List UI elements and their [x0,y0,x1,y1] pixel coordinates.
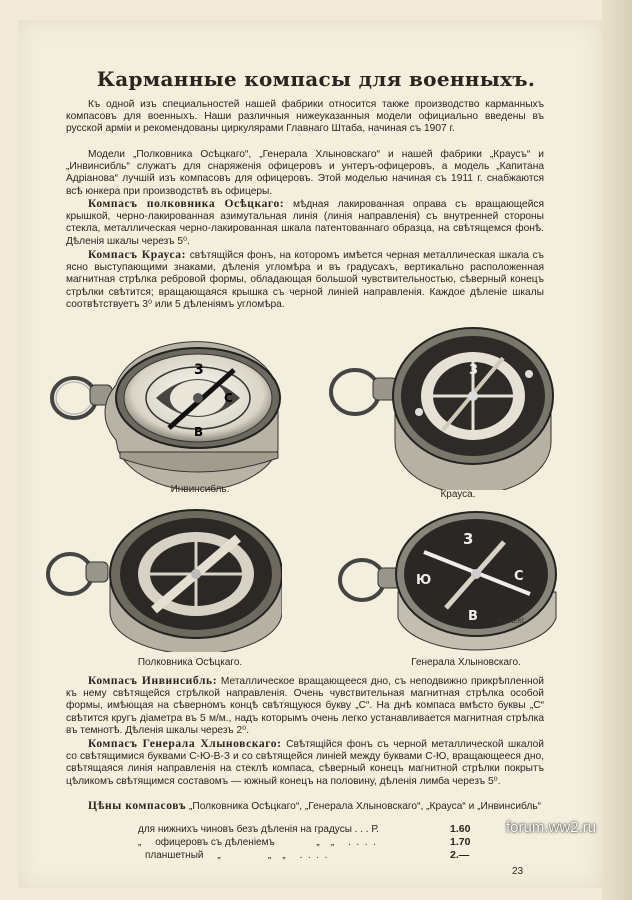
page-number: 23 [512,866,524,877]
svg-text:C: C [514,569,524,584]
compass-invincible-illustration [44,340,284,490]
caption-khlynovsky: Генерала Хлыновскаго. [411,657,521,668]
section-invincible-name: Компасъ Инвинсибль: [88,675,218,687]
section-kraus-name: Компасъ Крауса: [88,249,187,261]
compass-kraus-illustration [315,312,560,490]
section-osetsky-name: Компасъ полковника Осѣцкаго: [88,198,285,210]
svg-text:C: C [224,391,233,405]
price-heading-label: Цѣны компасовъ [88,800,187,812]
price-row-value-2: 1.70 [450,836,471,848]
page-edge [602,0,632,900]
section-khlynovsky-text: Свѣтящійся фонъ съ черной металлической шкалой со свѣтящимися буквами С-Ю-В-З и со свѣтящейся линіей между буквами С-Ю, вращающееся дно, свѣтящаяся линія направленія на стеклѣ компаса, сѣверный конецъ магнитной стрѣлки покрытъ цѣликомъ свѣтящимся составомъ — южный конецъ на половину, дѣленія лимба черезъ 5⁰. [66,739,544,787]
price-row-label-2: „ офицеровъ съ дѣленіемъ „ „ . . . . [138,837,376,848]
intro-paragraph-1: Къ одной изъ специальностей нашей фабрики относится также производство карманныхъ компасовъ для военныхъ. Наши различныя нижеуказанныя модели официально введены въ русской арміи и рекомендованы циркулярами Главнаго Штаба, начиная съ 1907 г. [66,99,544,135]
intro-paragraph-2: Модели „Полковника Осѣцкаго“, „Генерала Хлыновскаго“ и нашей фабрики „Краусъ“ и „Инвинсибль“ служатъ для снаряженія офицеровъ и унтеръ-офицеровъ, а модель „Капитана Адріанова“ лучшій изъ компасовъ для офицеровъ. Этой моделью начиная съ 1911 г. снабжаются всѣ юнкера при производствѣ въ офицеры. [66,149,544,197]
section-invincible-text: Металлическое вращающееся дно, съ неподвижно прикрѣпленной къ нему свѣтящейся стрѣлкой направленія. Очень чувствительная магнитная стрѣлка особой формы, имѣющая на сѣверномъ концѣ свѣтящуюся букву „С“. На днѣ компаса вмѣсто буквы „С“ свѣтится кругъ діаметра въ 5 м/м., надъ которымъ очень легко устанавливается магнитная стрѣлка въ темнотѣ. Дѣленія шкалы черезъ 2⁰. [66,676,544,736]
svg-text:B: B [194,425,204,439]
section-invincible [66,675,544,737]
svg-text:3: 3 [469,363,479,378]
price-row-label-3: планшетный „ „ „ . . . . [145,850,328,861]
caption-kraus: Крауса. [440,489,476,500]
price-row-value-3: 2.— [450,849,470,861]
section-osetsky-text: мѣдная лакированная оправа съ вращающейся крышкой, черно-лакированная азимутальная линія (линія направленія) съ внутренней стороны стекла, металлическая черно-лакированная шкала патентованнаго образца, на свѣтящемся фонѣ. Дѣленія шкалы черезъ 5⁰. [66,199,544,247]
compass-osetsky-illustration [42,500,282,652]
section-khlynovsky-name: Компасъ Генерала Хлыновскаго: [88,738,282,750]
compass-khlynovsky-illustration [328,500,560,660]
price-heading [66,800,566,814]
section-kraus [66,249,544,311]
price-models: „Полковника Осѣцкаго“, „Генерала Хлыновскаго“, „Крауса“ и „Инвинсибль“ [188,801,542,812]
caption-osetsky: Полковника Осѣцкаго. [137,657,243,668]
page-title: Карманные компасы для военныхъ. [96,67,536,91]
price-row-label-1: для нижнихъ чиновъ безъ дѣленія на градусы . . . Р. [138,824,379,835]
price-row-value-1: 1.60 [450,823,471,835]
section-kraus-text: свѣтящійся фонъ, на которомъ имѣется черная металлическая шкала съ ясно выступающими знаками, дѣленія угломѣра и въ градусахъ, вертикально расположенная магнитная стрѣлка ребровой формы, обладающая большой чувствительностью, сѣверный конецъ стрѣлки свѣтится; вращающаяся крышка съ черной линіей направленія. Каждое дѣленіе шкалы соотвѣтствуетъ 3⁰ или 5 дѣленіямъ угломѣра. [66,250,545,310]
svg-text:3: 3 [463,530,474,548]
svg-text:B: B [468,609,478,624]
section-osetsky [66,198,544,248]
svg-text:3: 3 [194,362,204,378]
svg-text:Ю: Ю [416,573,432,588]
caption-invincible: Инвинсибль. [170,484,230,495]
watermark: forum.ww2.ru [506,819,597,836]
engraver-mark: L.MEINERT [493,618,525,625]
section-khlynovsky [66,738,544,788]
